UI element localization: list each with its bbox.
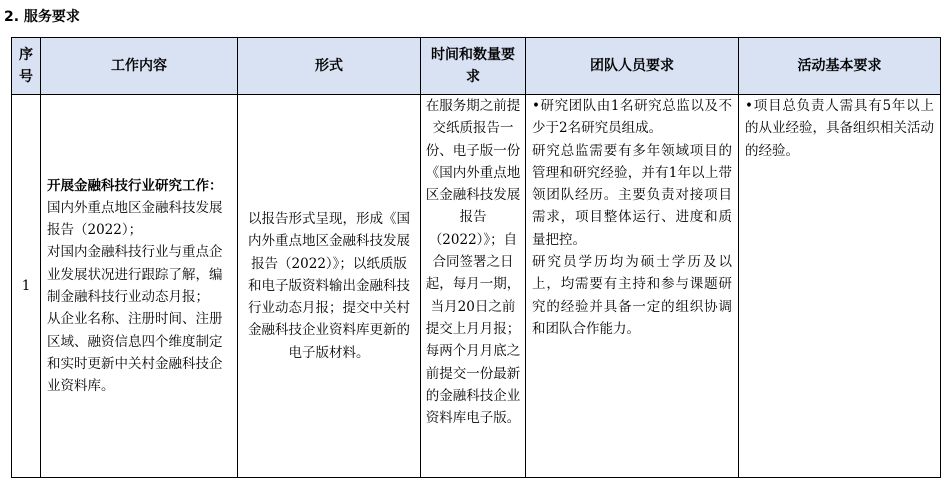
cell-team: [526, 95, 739, 478]
team-item: 研究总监需要有多年领域项目的管理和研究经验，并有1年以上带领团队经历。主要负责对接项目需求，项目整体运行、进度和质量把控。: [532, 142, 732, 248]
table-row: [12, 95, 941, 478]
work-item: 对国内金融科技行业与重点企业发展状况进行跟踪了解，编制金融科技行业动态月报；: [47, 244, 223, 305]
header-form: 形式: [238, 38, 421, 95]
section-title: 2. 服务要求: [4, 9, 80, 25]
work-title: 开展金融科技行业研究工作：: [47, 177, 223, 194]
header-team: 团队人员要求: [526, 38, 739, 95]
cell-form: 以报告形式呈现，形成《国内外重点地区金融科技发展报告（2022）》；以纸质版和电子版资料输出金融科技行业动态月报；提交中关村金融科技企业资料库更新的电子版材料。: [238, 95, 421, 478]
service-requirements-table: [11, 37, 941, 478]
header-time: 时间和数量要求: [421, 38, 526, 95]
header-no: 序号: [12, 38, 41, 95]
cell-no: 1: [12, 95, 41, 478]
cell-time: 在服务期之前提交纸质报告一份、电子版一份《国内外重点地区金融科技发展报告（2022）》；自合同签署之日起，每月一期，当月20日之前提交上月月报；每两个月月底之前提交一份最新的金融科技企业资料库电子版。: [421, 95, 526, 478]
work-item: 从企业名称、注册时间、注册区域、融资信息四个维度制定和实时更新中关村金融科技企业资料库。: [47, 311, 223, 395]
cell-work: [41, 95, 238, 478]
table-header-row: [12, 38, 941, 95]
team-item: •研究团队由1名研究总监以及不少于2名研究员组成。: [532, 98, 732, 137]
team-item: 研究员学历均为硕士学历及以上，均需要有主持和参与课题研究的经验并具备一定的组织协调和团队合作能力。: [532, 254, 732, 337]
header-work: 工作内容: [41, 38, 238, 95]
cell-activity: •项目总负责人需具有5年以上的从业经验，具备组织相关活动的经验。: [739, 95, 941, 478]
work-item: 国内外重点地区金融科技发展报告（2022）；: [47, 199, 223, 239]
header-activity: 活动基本要求: [739, 38, 941, 95]
